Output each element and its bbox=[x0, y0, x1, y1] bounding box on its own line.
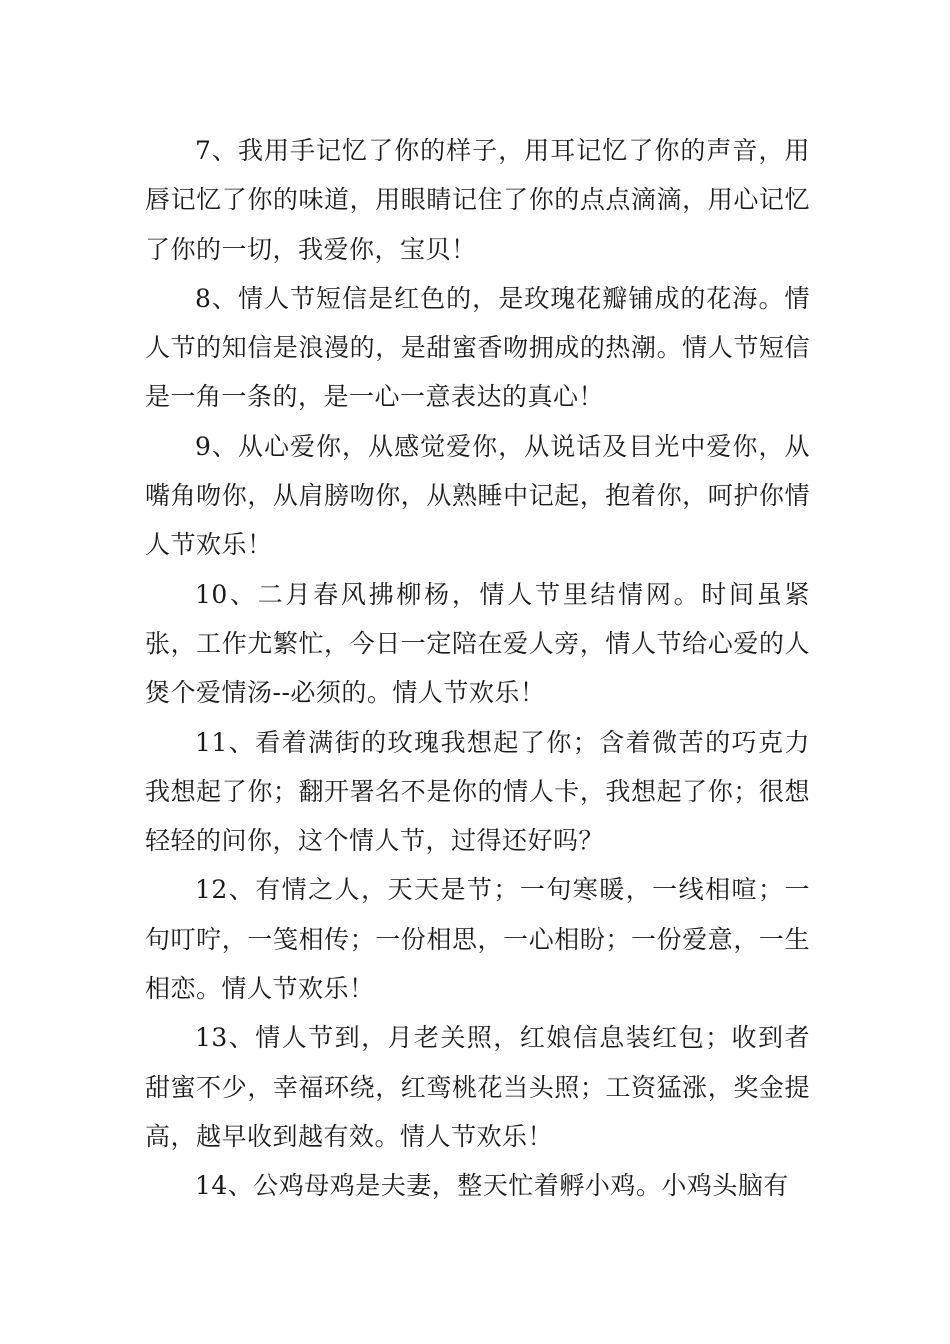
paragraph-9: 9、从心爱你，从感觉爱你，从说话及目光中爱你，从嘴角吻你，从肩膀吻你，从熟睡中记起，抱着你，呵护你情人节欢乐！ bbox=[145, 431, 810, 560]
paragraph-11: 11、看着满街的玫瑰我想起了你；含着微苦的巧克力我想起了你；翻开署名不是你的情人卡，我想起了你；很想轻轻的问你，这个情人节，过得还好吗？ bbox=[145, 727, 810, 856]
paragraph-13: 13、情人节到，月老关照，红娘信息装红包；收到者甜蜜不少，幸福环绕，红鸾桃花当头照；工资猛涨，奖金提高，越早收到越有效。情人节欢乐！ bbox=[145, 1023, 810, 1151]
document-body bbox=[145, 126, 810, 1211]
paragraph-14: 14、公鸡母鸡是夫妻，整天忙着孵小鸡。小鸡头脑有 bbox=[195, 1171, 789, 1201]
paragraph-8: 8、情人节短信是红色的，是玫瑰花瓣铺成的花海。情人节的知信是浪漫的，是甜蜜香吻拥成的热潮。情人节短信是一角一条的，是一心一意表达的真心！ bbox=[145, 283, 810, 412]
paragraph-7: 7、我用手记忆了你的样子，用耳记忆了你的声音，用唇记忆了你的味道，用眼睛记住了你的点点滴滴，用心记忆了你的一切，我爱你，宝贝！ bbox=[145, 136, 810, 264]
paragraph-10: 10、二月春风拂柳杨，情人节里结情网。时间虽紧张，工作尤繁忙，今日一定陪在爱人旁，情人节给心爱的人煲个爱情汤--必须的。情人节欢乐！ bbox=[145, 579, 810, 708]
paragraph-12: 12、有情之人，天天是节；一句寒暖，一线相喧；一句叮咛，一笺相传；一份相思，一心相盼；一份爱意，一生相恋。情人节欢乐！ bbox=[145, 875, 810, 1004]
